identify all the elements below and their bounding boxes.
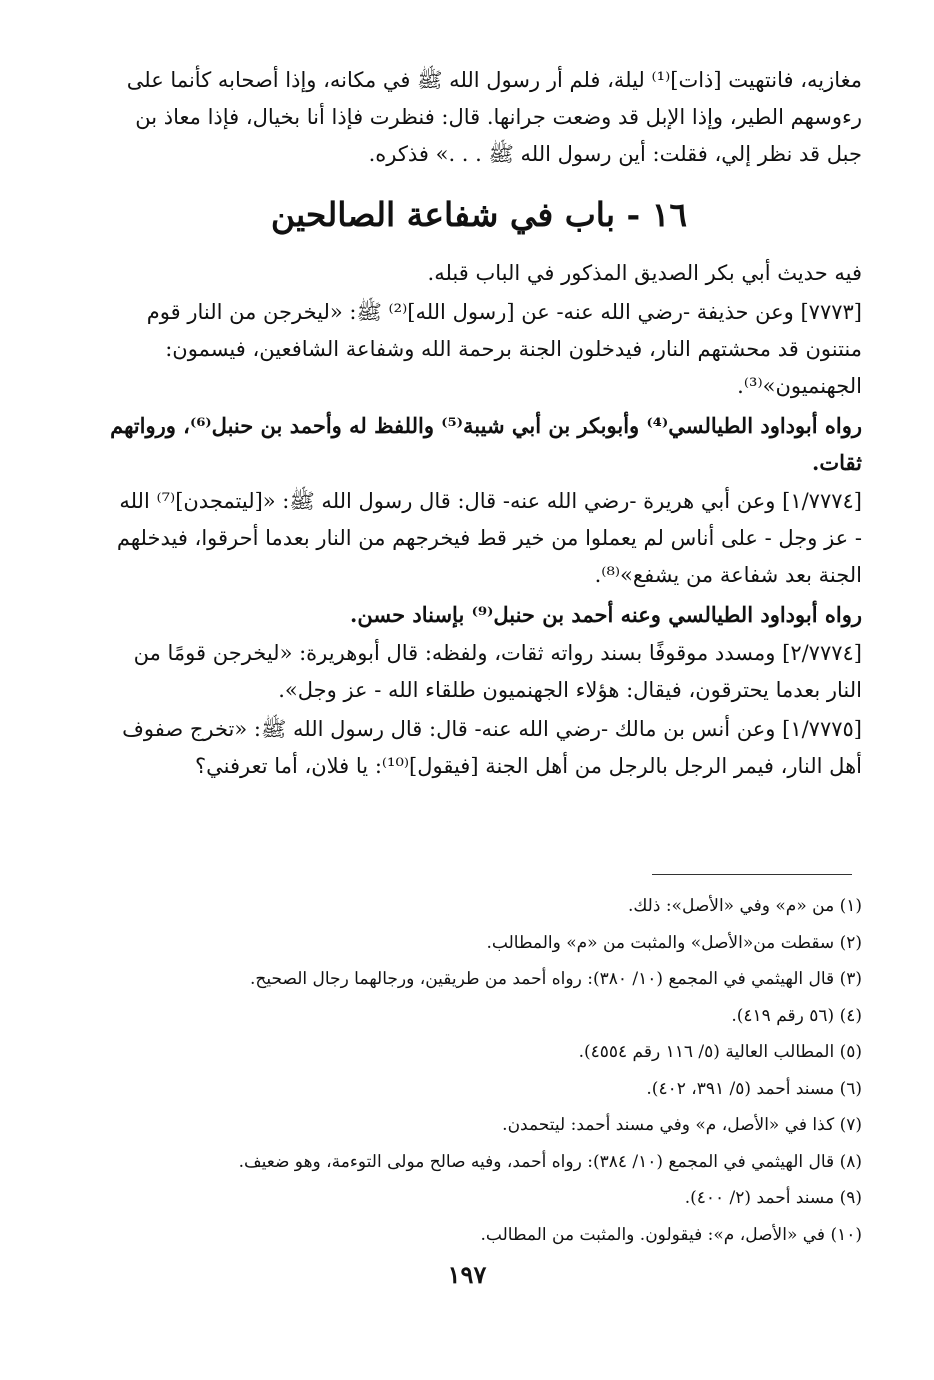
- footnotes: [102, 888, 862, 1253]
- text-line: [٧٧٧٣] وعن حذيفة -رضي الله عنه- عن [رسول الله]⁽²⁾ ﷺ: «ليخرجن من النار قوم: [146, 300, 862, 324]
- text-line: [١/٧٧٧٤] وعن أبي هريرة -رضي الله عنه- قال: قال رسول الله ﷺ: «[ليتمجدن]⁽⁷⁾ الله: [119, 489, 862, 513]
- text-line: منتنون قد محشتهم النار، فيدخلون الجنة برحمة الله وشفاعة الشافعين، فيسمون:: [165, 337, 862, 361]
- text-line: [١/٧٧٧٥] وعن أنس بن مالك -رضي الله عنه- قال: قال رسول الله ﷺ: «تخرج صفوف: [122, 717, 862, 741]
- text-line: النار بعدما يحترقون، فيقال: هؤلاء الجهنميون طلقاء الله - عز وجل».: [278, 678, 862, 702]
- footnote: (١) من «م» وفي «الأصل»: ذلك.: [627, 896, 862, 916]
- text-line: ثقات.: [812, 450, 862, 475]
- footnote: (٣) قال الهيثمي في المجمع (١٠/ ٣٨٠): رواه أحمد من طريقين، ورجالهما رجال الصحيح.: [250, 969, 862, 989]
- footnote: (٨) قال الهيثمي في المجمع (١٠/ ٣٨٤): رواه أحمد، وفيه صالح مولى التوءمة، وهو ضعيف.: [238, 1151, 862, 1172]
- text-line: جبل قد نظر إلي، فقلت: أين رسول الله ﷺ . . .» فذكره.: [368, 142, 862, 166]
- text-line: مغازيه، فانتهيت [ذات]⁽¹⁾ ليلة، فلم أر رسول الله ﷺ في مكانه، وإذا أصحابه كأنما على: [126, 68, 862, 92]
- footnote: (٤) (٥٦ رقم ٤١٩).: [731, 1005, 862, 1026]
- text-line: - عز وجل - على أناس لم يعملوا من خير قط فيخرجهم من النار بعدما أحرقوا، فيدخلهم: [116, 526, 862, 550]
- hadith-7774-2: [96, 635, 862, 709]
- chapter-intro: فيه حديث أبي بكر الصديق المذكور في الباب قبله.: [427, 261, 862, 285]
- footnote: (١٠) في «الأصل، م»: فيقولون. والمثبت من المطالب.: [480, 1224, 862, 1245]
- text-line: [٢/٧٧٧٤] ومسدد موقوفًا بسند رواته ثقات، ولفظه: قال أبوهريرة: «ليخرجن قومًا من: [133, 641, 862, 665]
- footnote: (٩) مسند أحمد (٢/ ٤٠٠).: [684, 1188, 862, 1208]
- chapter-title: ١٦ - باب في شفاعة الصالحين: [270, 195, 688, 234]
- hadith-7774-1: [96, 483, 862, 594]
- hadith-7773: [96, 294, 862, 405]
- footnote: (٧) كذا في «الأصل، م» وفي مسند أحمد: ليتحمدن.: [502, 1115, 862, 1135]
- footnote-divider: [652, 874, 852, 875]
- text-line: الجنة بعد شفاعة من يشفع»⁽⁸⁾.: [594, 563, 862, 587]
- footnote: (٦) مسند أحمد (٥/ ٣٩١، ٤٠٢).: [646, 1078, 862, 1099]
- paragraph-continuation: [96, 62, 862, 173]
- takhrij-7774: رواه أبوداود الطيالسي وعنه أحمد بن حنبل⁽⁹⁾ بإسناد حسن.: [350, 602, 862, 627]
- text-line: أهل النار، فيمر الرجل بالرجل من أهل الجنة [فيقول]⁽¹⁰⁾: يا فلان، أما تعرفني؟: [195, 754, 862, 778]
- page-number: ١٩٧: [447, 1260, 487, 1289]
- hadith-7775-1: [96, 711, 862, 785]
- main-text: [96, 62, 862, 785]
- text-line: رواه أبوداود الطيالسي⁽⁴⁾ وأبوبكر بن أبي شيبة⁽⁵⁾ واللفظ له وأحمد بن حنبل⁽⁶⁾، ورواتهم: [110, 413, 862, 438]
- takhrij-7773: [96, 407, 862, 481]
- text-line: الجهنميون»⁽³⁾.: [737, 374, 862, 398]
- footnote: (٢) سقطت من«الأصل» والمثبت من «م» والمطالب.: [486, 932, 862, 953]
- footnote: (٥) المطالب العالية (٥/ ١١٦ رقم ٤٥٥٤).: [578, 1042, 862, 1062]
- text-line: رءوسهم الطير، وإذا الإبل قد وضعت جرانها. قال: فنظرت فإذا أنا بخيال، فإذا معاذ بن: [135, 105, 862, 129]
